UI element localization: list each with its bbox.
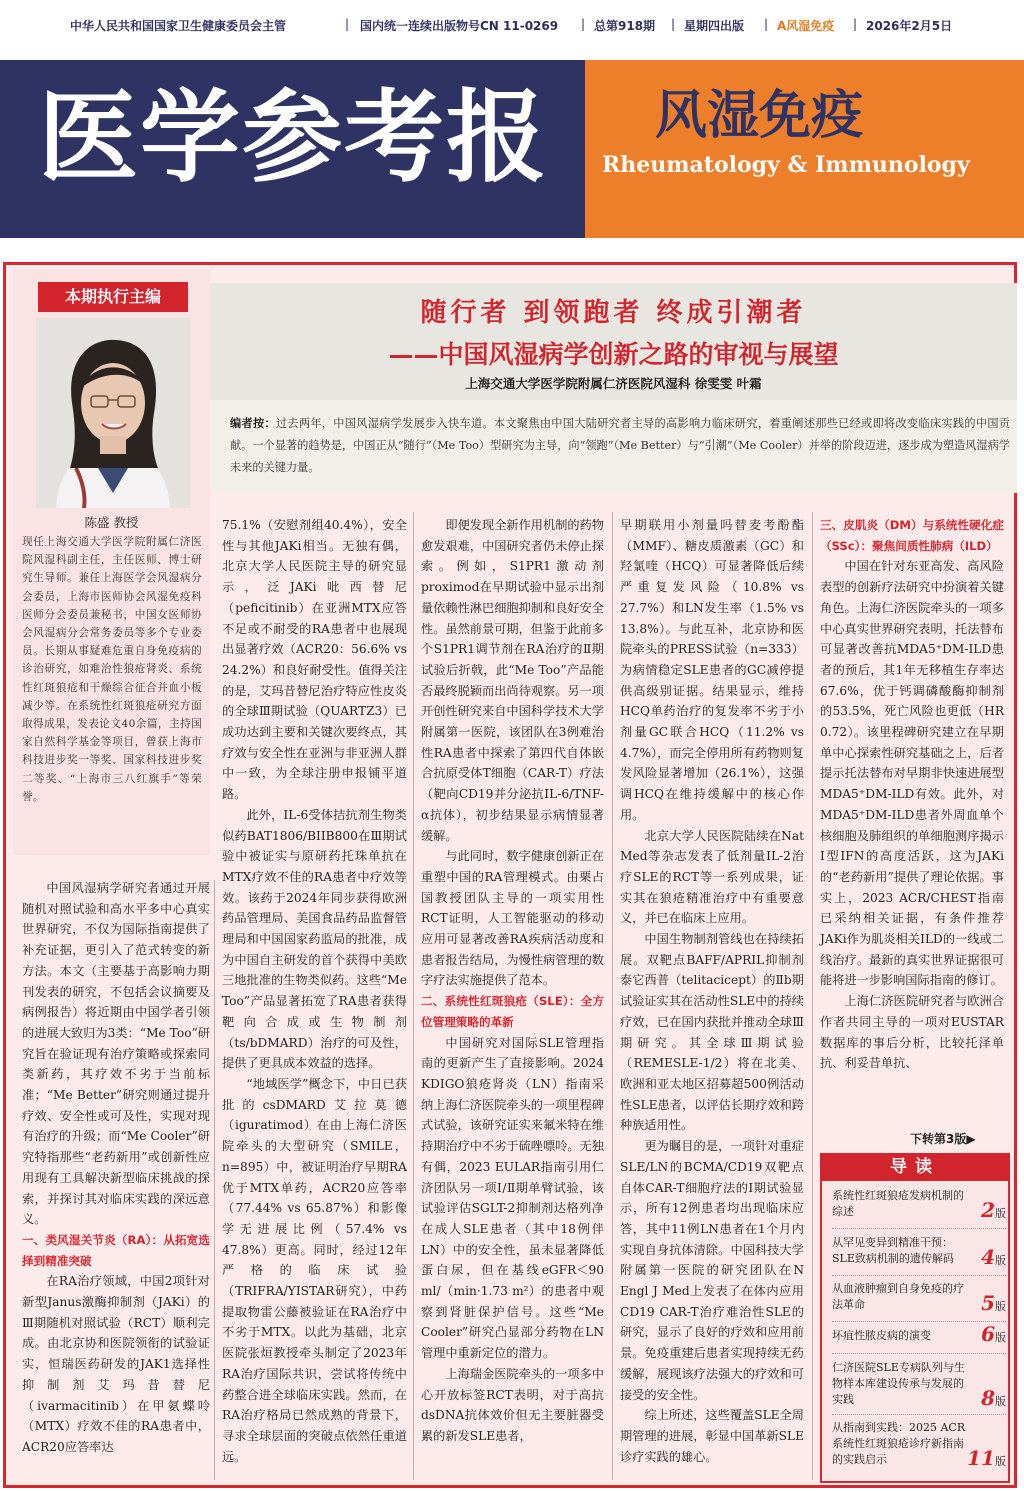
guide-item[interactable] bbox=[832, 1420, 1006, 1468]
guide-item-text: 系统性红斑狼疮发病机制的综述 bbox=[832, 1189, 964, 1218]
paragraph: 即便发现全新作用机制的药物愈发艰难，中国研究者仍未停止探索。例如，S1PR1激动剂proximod在早期试验中显示出剂量依赖性淋巴细胞抑制和良好安全性。虽然前景可期，但鉴于此前多个S1PR1调节剂在RA治疗的Ⅱ期试验后折戟，此“Me Too”产品能否最终脱颖而出尚待观察。另一项开创性研究来自中国科学技术大学附属第一医院，该团队在3例难治性RA患者中探索了第四代自体嵌合抗原受体T细胞（CAR-T）疗法（靶向CD19并分泌抗IL-6/TNF-α抗体），初步结果显示病情显著缓解。 bbox=[421, 518, 604, 843]
guide-item-page: 2版 bbox=[981, 1198, 1006, 1222]
issn-text: 国内统一连续出版物号CN 11-0269 bbox=[360, 19, 559, 33]
column-divider bbox=[612, 512, 613, 1480]
section-heading-dm-ssc: 三、皮肌炎（DM）与系统性硬化症（SSc）：聚焦间质性肺病（ILD） bbox=[820, 518, 1004, 553]
header-info-bar bbox=[0, 0, 1024, 50]
paragraph: 中国生物制剂管线也在持续拓展。双靶点BAFF/APRIL抑制剂泰它西普（telitacicept）的Ⅱb期试验证实其在活动性SLE中的持续疗效，已在国内获批并推动全球Ⅲ期研究。其全球Ⅲ期试验（REMESLE-1/2）将在北美、欧洲和亚太地区招募超500例活动性SLE患者，以评估长期疗效和跨种族适用性。 bbox=[620, 932, 804, 1133]
section-text: A风湿免疫 bbox=[777, 19, 835, 33]
continued-link[interactable]: 下转第3版▶ bbox=[910, 1132, 976, 1146]
guide-item[interactable] bbox=[832, 1322, 1006, 1346]
article-byline: 上海交通大学医学院附属仁济医院风湿科 徐雯雯 叶霜 bbox=[465, 376, 762, 391]
guide-item-text: 从指南到实践：2025 ACR系统性红斑狼疮诊疗新指南的实践启示 bbox=[832, 1421, 966, 1466]
sponsor-text: 中华人民共和国国家卫生健康委员会主管 bbox=[70, 19, 287, 33]
body-column-2 bbox=[222, 515, 407, 1467]
column-divider bbox=[214, 880, 215, 1480]
paragraph: “地域医学”概念下，中日已获批的csDMARD艾拉莫德（iguratimod）在由上海仁济医院牵头的大型研究（SMILE，n=895）中，被证明治疗早期RA优于MTX单药，ACR20应答率（77.44% vs 65.87%）和影像学无进展比例（57.4% vs 47.8%）更高。同时，经过12年严格的临床试验（TRIFRA/YISTAR研究），中药提取物雷公藤被验证在RA治疗中不劣于MTX。以此为基础，北京医院张烜教授牵头制定了2023年RA治疗国际共识，尝试将传统中药整合进全球临床实践。然而，在RA治疗格局已然成熟的背景下，寻求全球层面的突破点依然任重道远。 bbox=[222, 1076, 407, 1464]
body-column-3 bbox=[421, 515, 604, 1447]
section-heading-sle: 二、系统性红斑狼疮（SLE）：全方位管理策略的革新 bbox=[421, 994, 604, 1029]
guide-divider bbox=[832, 1228, 1006, 1229]
editor-note-label: 编者按： bbox=[230, 416, 276, 430]
guide-item-text: 从罕见变异到精准干预：SLE致病机制的遗传解码 bbox=[832, 1236, 954, 1265]
paragraph: 北京大学人民医院陆续在Nat Med等杂志发表了低剂量IL-2治疗SLE的RCT等一系列成果，证实其在狼疮精准治疗中有重要意义，并已在临床上应用。 bbox=[620, 828, 804, 926]
column-divider bbox=[413, 512, 414, 1480]
guide-title: 导读 bbox=[820, 1153, 1010, 1181]
guide-item-page: 4版 bbox=[981, 1245, 1006, 1269]
paragraph: 早期联用小剂量吗替麦考酚酯（MMF）、糖皮质激素（GC）和羟氯喹（HCQ）可显著降低后续严重复发风险（10.8% vs 27.7%）和LN发生率（1.5% vs 13.8%）。与此互补，北京协和医院牵头的PRESS试验（n=333）为病情稳定SLE患者的GC减停提供高级别证据。结果显示，维持HCQ单药治疗的复发率不劣于小剂量GC联合HCQ（11.2% vs 4.7%），而完全停用所有药物则复发风险显著增加（26.1%），这强调HCQ在维持缓解中的核心作用。 bbox=[620, 518, 804, 822]
guide-divider bbox=[832, 1414, 1006, 1415]
guide-item[interactable] bbox=[832, 1235, 1006, 1267]
column-divider bbox=[812, 512, 813, 1480]
guide-item-page: 5版 bbox=[981, 1291, 1006, 1315]
section-heading-ra: 一、类风湿关节炎（RA）：从拓宽选择到精准突破 bbox=[22, 1232, 210, 1268]
separator: | bbox=[345, 17, 350, 31]
body-column-4 bbox=[620, 515, 804, 1467]
issue-text: 总第918期 bbox=[594, 19, 656, 33]
separator: | bbox=[853, 17, 858, 31]
date-text: 2026年2月5日 bbox=[866, 19, 953, 33]
guide-item-page: 11版 bbox=[967, 1446, 1006, 1470]
editor-tag: 本期执行主编 bbox=[38, 282, 188, 312]
paragraph: 综上所述，这些覆盖SLE全周期管理的进展，彰显中国革新SLE诊疗实践的雄心。 bbox=[620, 1408, 804, 1464]
editor-name: 陈盛 教授 bbox=[84, 515, 139, 530]
editor-note bbox=[230, 412, 1010, 479]
guide-divider bbox=[832, 1353, 1006, 1354]
guide-item[interactable] bbox=[832, 1281, 1006, 1313]
guide-item[interactable] bbox=[832, 1188, 1006, 1220]
paragraph: 上海仁济医院研究者与欧洲合作者共同主导的一项对EUSTAR数据库的事后分析，比较托泽单抗、利妥昔单抗、 bbox=[820, 994, 1004, 1071]
article-title: 随行者 到领跑者 终成引潮者 bbox=[420, 298, 807, 328]
day-text: 星期四出版 bbox=[684, 19, 745, 33]
paragraph: 中国风湿病学研究者通过开展随机对照试验和高水平多中心真实世界研究，不仅为国际指南提供了补充证据，更引入了范式转变的新方法。本文（主要基于高影响力期刊发表的研究，不包括会议摘要及病例报告）将近期由中国学者引领的进展大致归为3类：“Me Too”研究旨在验证现有治疗策略或探索同类新药，其疗效不劣于当前标准；“Me Better”研究则通过提升疗效、安全性或可及性，实现对现有治疗的升级；而“Me Cooler”研究特指那些“老药新用”或创新性应用现有工具解决新型临床挑战的探索，并探讨其对临床实践的深远意义。 bbox=[22, 881, 210, 1227]
editor-photo bbox=[36, 318, 190, 508]
paragraph: 与此同时，数字健康创新正在重塑中国的RA管理模式。由栗占国教授团队主导的一项实用性RCT证明，人工智能驱动的移动应用可显著改善RA疾病活动度和患者报告结局，为慢性病管理的数字疗法实施提供了范本。 bbox=[421, 849, 604, 988]
guide-item-page: 6版 bbox=[981, 1322, 1006, 1346]
body-column-5 bbox=[820, 515, 1004, 1074]
newspaper-title: 医学参考报 bbox=[38, 78, 548, 196]
guide-item-text: 从血液肿瘤到自身免疫的疗法革命 bbox=[832, 1282, 964, 1311]
paragraph: 此外，IL-6受体拮抗剂生物类似药BAT1806/BIIB800在Ⅲ期试验中被证实与原研药托珠单抗在MTX疗效不佳的RA患者中疗效等效。该药于2024年同步获得欧洲药品管理局、美国食品药品监督管理局和中国国家药监局的批准，成为中国自主研发的首个获得中美欧三地批准的生物类似药。这些“Me Too”产品显著拓宽了RA患者获得靶向合成或生物制剂（ts/bDMARD）治疗的可及性，提供了更具成本效益的选择。 bbox=[222, 807, 407, 1071]
body-column-1 bbox=[22, 878, 210, 1458]
guide-item-page: 8版 bbox=[981, 1386, 1006, 1410]
separator: | bbox=[581, 17, 586, 31]
paragraph: 上海瑞金医院牵头的一项多中心开放标签RCT表明，对于高抗dsDNA抗体效价但无主要脏器受累的新发SLE患者， bbox=[421, 1366, 604, 1443]
separator: | bbox=[764, 17, 769, 31]
section-title-cn: 风湿免疫 bbox=[655, 85, 864, 146]
article-subtitle: ——中国风湿病学创新之路的审视与展望 bbox=[388, 340, 839, 369]
paragraph: 中国研究对国际SLE管理指南的更新产生了直接影响。2024 KDIGO狼疮肾炎（LN）指南采纳上海仁济医院牵头的一项里程碑式试验，该研究证实来氟米特在维持期治疗中不劣于硫唑嘌呤。无独有偶，2023 EULAR指南引用仁济团队另一项Ⅰ/Ⅱ期单臂试验，该试验评估SGLT-2抑制剂达格列净在成人SLE患者（其中18例伴LN）中的安全性，虽未显著降低蛋白尿，但在基线eGFR＜90 ml/（min·1.73 m²）的患者中观察到肾脏保护信号。这些“Me Cooler”研究凸显部分药物在LN管理中重新定位的潜力。 bbox=[421, 1035, 604, 1361]
guide-divider bbox=[832, 1321, 1006, 1322]
paragraph: 75.1%（安慰剂组40.4%），安全性与其他JAKi相当。无独有偶，北京大学人民医院主导的研究显示，泛JAKi吡西替尼（peficitinib）在亚洲MTX应答不足或不耐受的RA患者中也展现出显著疗效（ACR20：56.6% vs 24.2%）和良好耐受性。值得关注的是，艾玛昔替尼治疗特应性皮炎的全球Ⅲ期试验（QUARTZ3）已成功达到主要和关键次要终点，其疗效与安全性在亚洲与非亚洲人群中一致，为全球注册申报铺平道路。 bbox=[222, 518, 407, 802]
paragraph: 中国在针对东亚高发、高风险表型的创新疗法研究中扮演着关键角色。上海仁济医院牵头的一项多中心真实世界研究表明，托法替布可显著改善抗MDA5⁺DM-ILD患者的预后，其1年无移植生存率达67.6%，优于钙调磷酸酶抑制剂的53.5%，死亡风险也更低（HR 0.72）。该里程碑研究建立在早期单中心探索性研究基础之上，后者提示托法替布对早期非快速进展型MDA5⁺DM-ILD有效。此外，对MDA5⁺DM-ILD患者外周血单个核细胞及肺组织的单细胞测序揭示Ⅰ型IFN的高度活跃，这为JAKi的“老药新用”提供了理论依据。事实上，2023 ACR/CHEST指南已采纳相关证据，有条件推荐JAKi作为肌炎相关ILD的一线或二线治疗。最新的真实世界证据很可能将进一步影响国际指南的修订。 bbox=[820, 559, 1004, 988]
separator: | bbox=[671, 17, 676, 31]
section-title-en: Rheumatology & Immunology bbox=[602, 152, 970, 178]
guide-item[interactable] bbox=[832, 1360, 1006, 1408]
editor-bio: 现任上海交通大学医学院附属仁济医院风湿科副主任，主任医师、博士研究生导师。兼任上海医学会风湿病分会委员，上海市医师协会风湿免疫科医师分会委员兼秘书，中国女医师协会风湿病分会常务委员等多个专业委员。长期从事疑难危重自身免疫病的诊治研究，如难治性狼疮肾炎、系统性红斑狼疮和干燥综合征合并血小板减少等。在系统性红斑狼疮研究方面取得成果，发表论文40余篇，主持国家自然科学基金等项目，曾获上海市科技进步奖一等奖、国家科技进步奖二等奖、“上海市三八红旗手”等荣誉。 bbox=[22, 536, 202, 803]
portrait-image bbox=[36, 318, 190, 508]
guide-divider bbox=[832, 1275, 1006, 1276]
paragraph: 更为瞩目的是，一项针对重症SLE/LN的BCMA/CD19双靶点自体CAR-T细胞疗法的Ⅰ期试验显示，所有12例患者均出现临床应答，其中11例LN患者在1个月内实现自身抗体清除。中国科技大学附属第一医院的研究团队在N Engl J Med上发表了在体内应用CD19 CAR-T治疗难治性SLE的研究，显示了良好的疗效和应用前景。免疫重建后患者实现持续无药缓解，展现该疗法强大的疗效和可接受的安全性。 bbox=[620, 1139, 804, 1402]
guide-item-text: 仁济医院SLE专病队列与生物样本库建设传承与发展的实践 bbox=[832, 1361, 965, 1406]
editor-note-text: 过去两年，中国风湿病学发展步入快车道。本文聚焦由中国大陆研究者主导的高影响力临床研究，着重阐述那些已经或即将改变临床实践的中国贡献。一个显著的趋势是，中国正从“随行”（Me Too）型研究为主导，向“领跑”（Me Better）与“引潮”（Me Cooler）并举的阶段迈进，逐步成为塑造风湿病学未来的关键力量。 bbox=[230, 417, 1010, 474]
paragraph: 在RA治疗领域，中国2项针对新型Janus激酶抑制剂（JAKi）的Ⅲ期随机对照试验（RCT）顺利完成。由北京协和医院领衔的试验证实，恒瑞医药研发的JAK1选择性抑制剂艾玛昔替尼（ivarmacitinib）在甲氨蝶呤（MTX）疗效不佳的RA患者中，ACR20应答率达 bbox=[22, 1274, 210, 1454]
guide-item-text: 坏疽性脓皮病的演变 bbox=[832, 1329, 931, 1342]
